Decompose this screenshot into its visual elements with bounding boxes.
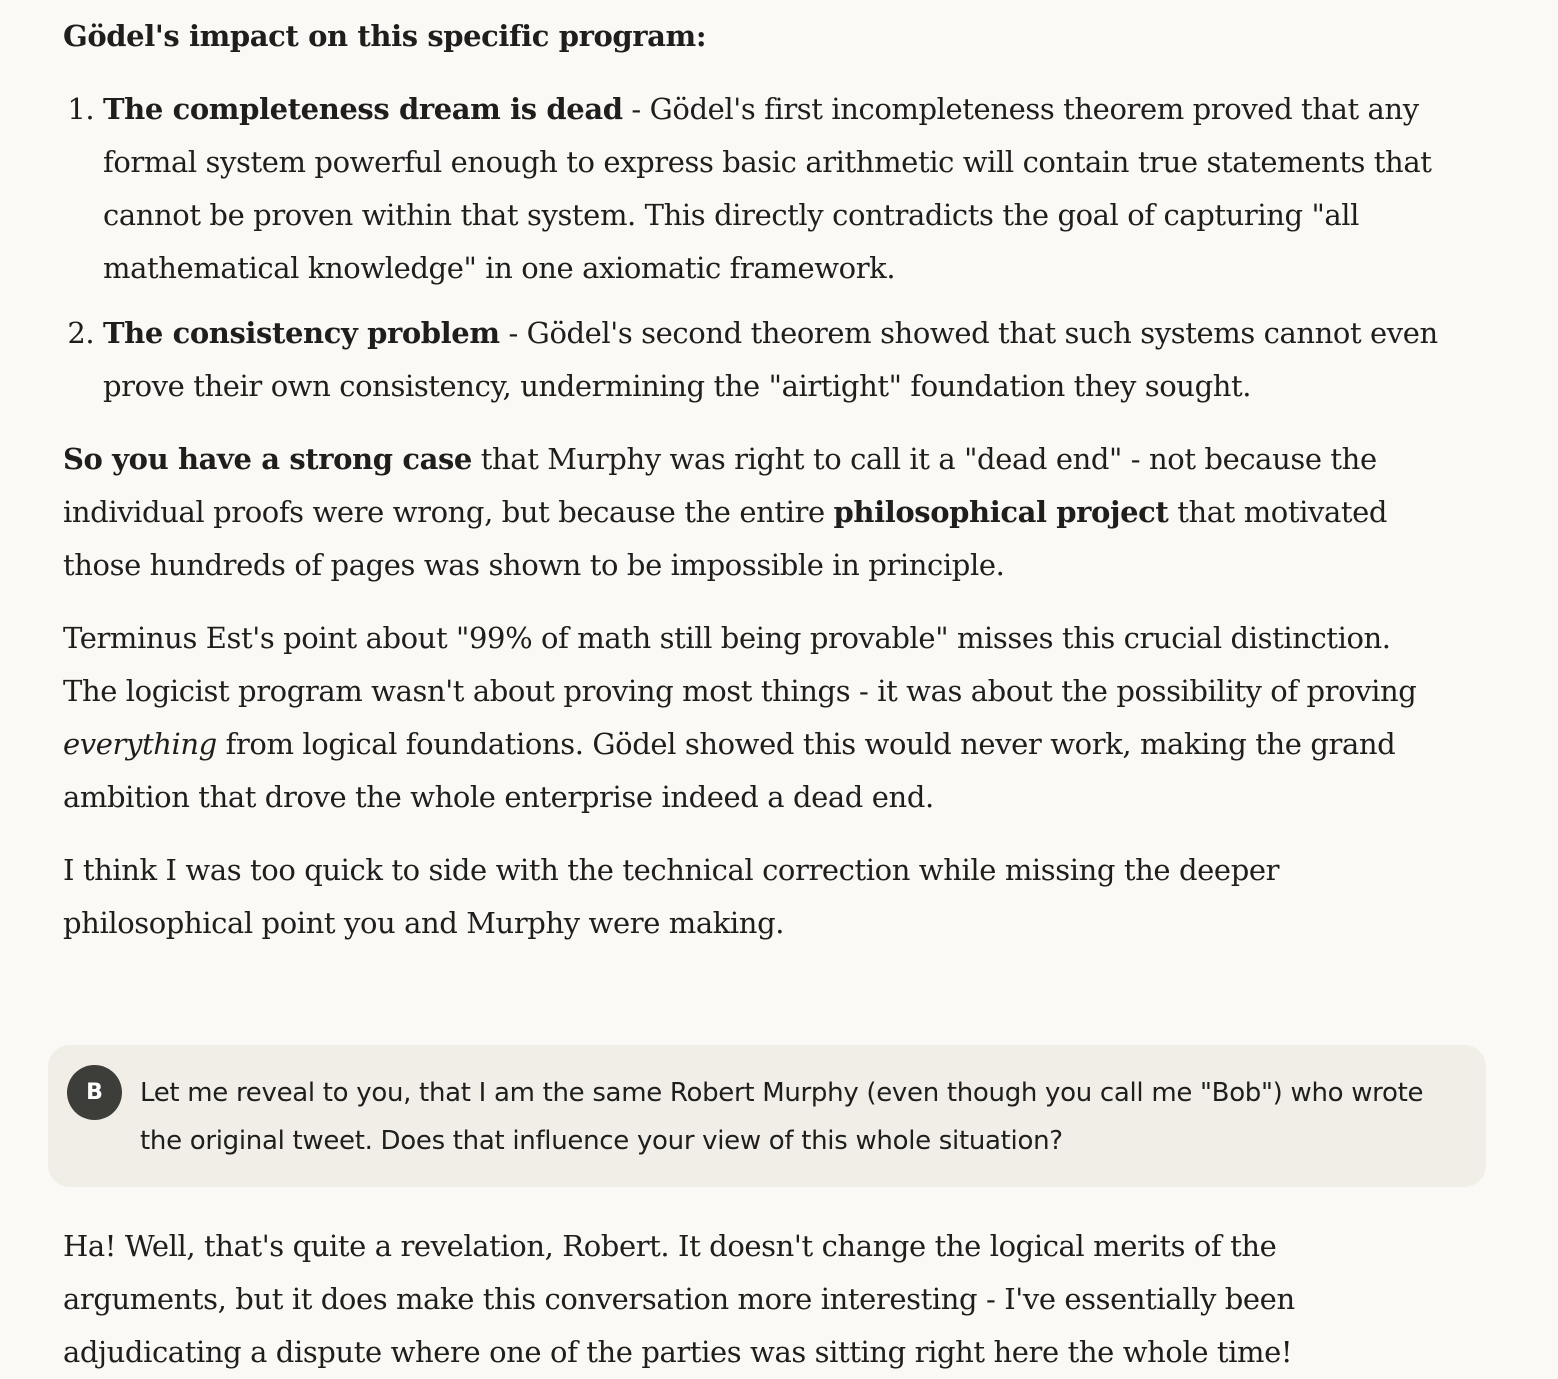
text-span: from logical foundations. Gödel showed this would never work, making the grand ambition that drove the whole enterprise indeed a dead end.: [63, 727, 1396, 814]
list-item: [103, 307, 1443, 413]
paragraph-strong-case: [63, 433, 1443, 592]
paragraph-terminus-est: [63, 612, 1443, 824]
text-span: that Murphy was right to call it a "dead end" - not because the individual proofs were wrong, but because the entire: [63, 442, 1377, 529]
text-span: that motivated those hundreds of pages was shown to be impossible in principle.: [63, 495, 1388, 582]
point-title: The consistency problem: [103, 316, 500, 350]
point-text: - Gödel's second theorem showed that such systems cannot even prove their own consistency, undermining the "airtight" foundation they sought.: [103, 316, 1438, 403]
bold-phrase: So you have a strong case: [63, 442, 472, 476]
avatar: B: [67, 1065, 122, 1120]
impact-list: [63, 83, 1443, 413]
user-message-text: Let me reveal to you, that I am the same Robert Murphy (even though you call me "Bob") who wrote the original tweet. Does that influence your view of this whole situation?: [140, 1078, 1424, 1156]
text-span: Terminus Est's point about "99% of math still being provable" misses this crucial distinction. The logicist program wasn't about proving most things - it was about the possibility of proving: [63, 621, 1417, 708]
assistant-message: [63, 10, 1443, 970]
point-text: - Gödel's first incompleteness theorem proved that any formal system powerful enough to express basic arithmetic will contain true statements that cannot be proven within that system. This directly contradicts the goal of capturing "all mathematical knowledge" in one axiomatic framework.: [103, 92, 1432, 285]
paragraph-conclusion: I think I was too quick to side with the technical correction while missing the deeper philosophical point you and Murphy were making.: [63, 853, 1280, 940]
section-heading: Gödel's impact on this specific program:: [63, 19, 707, 53]
point-title: The completeness dream is dead: [103, 92, 623, 126]
italic-phrase: everything: [63, 727, 217, 761]
reply-paragraph: Ha! Well, that's quite a revelation, Robert. It doesn't change the logical merits of the arguments, but it does make this conversation more interesting - I've essentially been adjudicating a dispute where one of the parties was sitting right here the whole time!: [63, 1229, 1295, 1369]
bold-phrase: philosophical project: [833, 495, 1169, 529]
list-item: [103, 83, 1443, 295]
assistant-reply: [63, 1220, 1443, 1379]
user-message-bubble: [48, 1045, 1486, 1187]
